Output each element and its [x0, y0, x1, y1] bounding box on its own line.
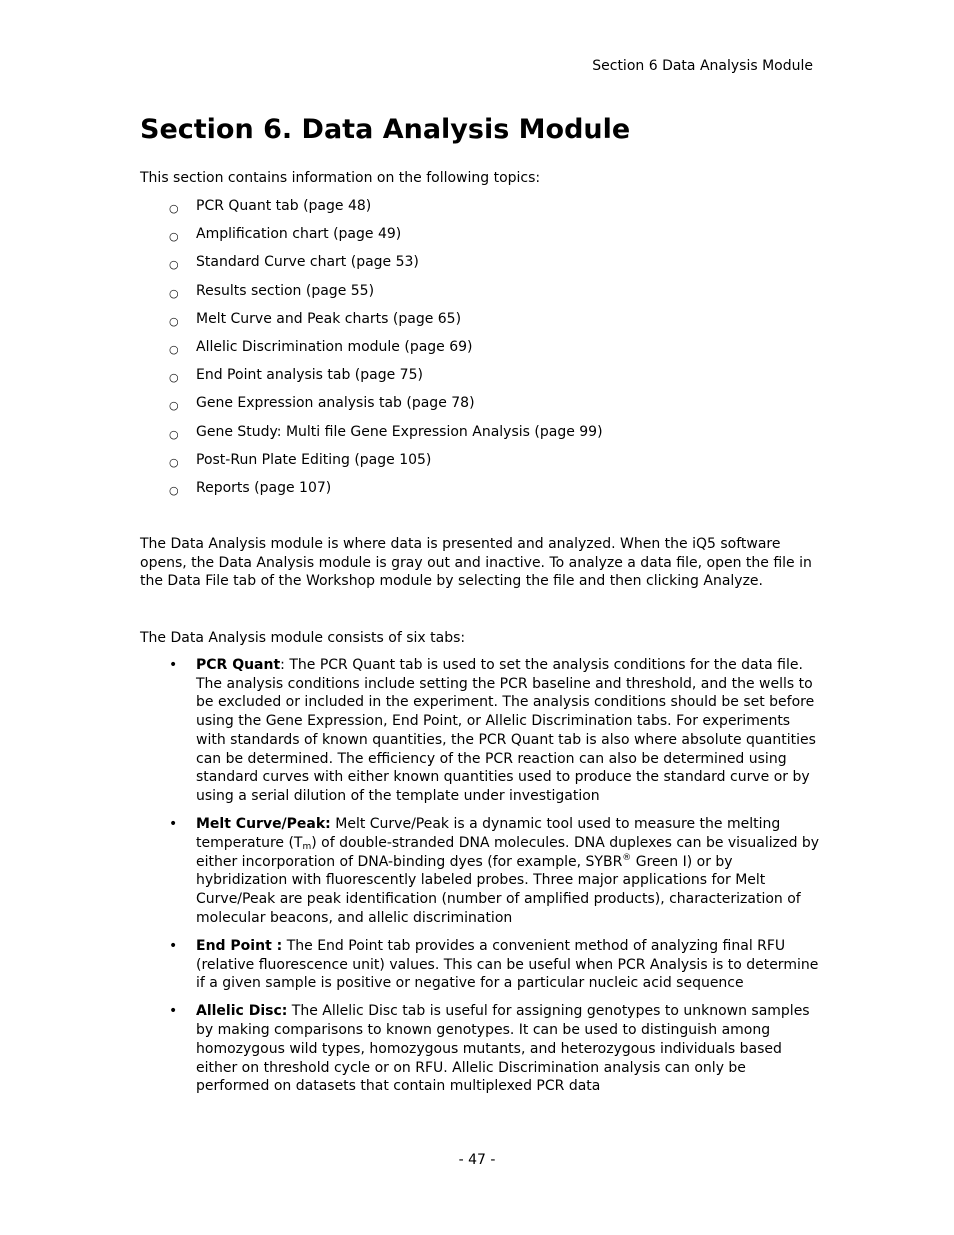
hollow-bullet-icon: ○ [169, 230, 179, 244]
intro-text: This section contains information on the following topics: [140, 170, 541, 186]
topic-label: Allelic Discrimination module (page 69) [196, 338, 473, 355]
list-item [140, 310, 603, 338]
page-number: - 47 - [458, 1152, 496, 1168]
term-label: End Point : [196, 937, 283, 954]
topic-label: End Point analysis tab (page 75) [196, 367, 423, 384]
list-item [140, 225, 603, 253]
term-description: Green I) or by hybridization with fluorescently labeled probes. Three major applications for Melt Curve/Peak are peak identification (number of amplified products), characterization of molecular beacons, and allelic discrimination [196, 853, 801, 926]
term-description: ) of double-stranded DNA molecules. DNA duplexes can be visualized by either incorporation of DNA-binding dyes (for example, SYBR [196, 834, 820, 870]
tab-item-melt-curve [140, 815, 820, 927]
list-item [140, 451, 603, 479]
term-description: The Allelic Disc tab is useful for assigning genotypes to unknown samples by making comparisons to known genotypes. It can be used to distinguish among homozygous wild types, homozygous mutants, and heterozygous individuals based either on threshold cycle or on RFU. Allelic Discrimination analysis can only be performed on datasets that contain multiplexed PCR data [196, 1003, 810, 1095]
topic-label: Gene Expression analysis tab (page 78) [196, 395, 475, 412]
topic-label: Results section (page 55) [196, 282, 375, 299]
topic-label: Post-Run Plate Editing (page 105) [196, 451, 432, 468]
hollow-bullet-icon: ○ [169, 427, 179, 441]
topics-list [140, 197, 603, 507]
hollow-bullet-icon: ○ [169, 399, 179, 413]
term-label: Melt Curve/Peak: [196, 816, 331, 833]
topic-label: Reports (page 107) [196, 479, 332, 496]
hollow-bullet-icon: ○ [169, 202, 179, 215]
hollow-bullet-icon: ○ [169, 286, 179, 300]
registered-mark: ® [622, 852, 632, 863]
tab-item-allelic-disc [140, 1002, 820, 1096]
topic-label: Amplification chart (page 49) [196, 226, 402, 243]
term-description: : The PCR Quant tab is used to set the analysis conditions for the data file. The analysis conditions include setting the PCR baseline and threshold, and the wells to be excluded or included in the experiment. The analysis conditions should be set before using the Gene Expression, End Point, or Allelic Discrimination tabs. For experiments with standards of known quantities, the PCR Quant tab is also where absolute quantities can be determined. The efficiency of the PCR reaction can also be determined using standard curves with either known quantities used to produce the standard curve or by using a serial dilution of the template under investigation [196, 657, 816, 804]
tab-item-pcr-quant [140, 656, 820, 806]
description-paragraph: The Data Analysis module is where data is presented and analyzed. When the iQ5 software opens, the Data Analysis module is gray out and inactive. To analyze a data file, open the file in the Data File tab of the Workshop module by selecting the file and then clicking Analyze. [140, 536, 812, 590]
bullet-icon: • [169, 1003, 178, 1020]
hollow-bullet-icon: ○ [169, 314, 179, 328]
topic-label: PCR Quant tab (page 48) [196, 198, 372, 214]
term-description: Melt Curve/Peak is a dynamic tool used to measure the melting temperature (T [196, 816, 781, 851]
list-item [140, 282, 603, 310]
tabs-description-list [140, 656, 820, 1105]
bullet-icon: • [169, 657, 178, 673]
tab-item-end-point [140, 937, 820, 993]
list-item [140, 479, 603, 507]
list-item [140, 338, 603, 366]
topic-label: Gene Study: Multi file Gene Expression Analysis (page 99) [196, 423, 603, 440]
list-item [140, 366, 603, 394]
hollow-bullet-icon: ○ [169, 342, 179, 356]
hollow-bullet-icon: ○ [169, 258, 179, 272]
subscript: m [302, 841, 312, 852]
list-item [140, 423, 603, 451]
list-item [140, 253, 603, 281]
page-title: Section 6. Data Analysis Module [140, 114, 631, 145]
topic-label: Melt Curve and Peak charts (page 65) [196, 310, 462, 327]
hollow-bullet-icon: ○ [169, 371, 179, 385]
list-item [140, 394, 603, 422]
topic-label: Standard Curve chart (page 53) [196, 254, 419, 271]
hollow-bullet-icon: ○ [169, 483, 179, 497]
term-description: The End Point tab provides a convenient method of analyzing final RFU (relative fluorescence unit) values. This can be useful when PCR Analysis is to determine if a given sample is positive or negative for a particular nucleic acid sequence [196, 937, 819, 992]
tabs-intro-paragraph: The Data Analysis module consists of six tabs: [140, 630, 466, 646]
hollow-bullet-icon: ○ [169, 455, 179, 469]
running-header: Section 6 Data Analysis Module [592, 58, 813, 74]
list-item [140, 197, 603, 225]
bullet-icon: • [169, 816, 178, 833]
term-label: Allelic Disc: [196, 1003, 288, 1020]
term-label: PCR Quant [196, 657, 281, 673]
bullet-icon: • [169, 937, 178, 954]
